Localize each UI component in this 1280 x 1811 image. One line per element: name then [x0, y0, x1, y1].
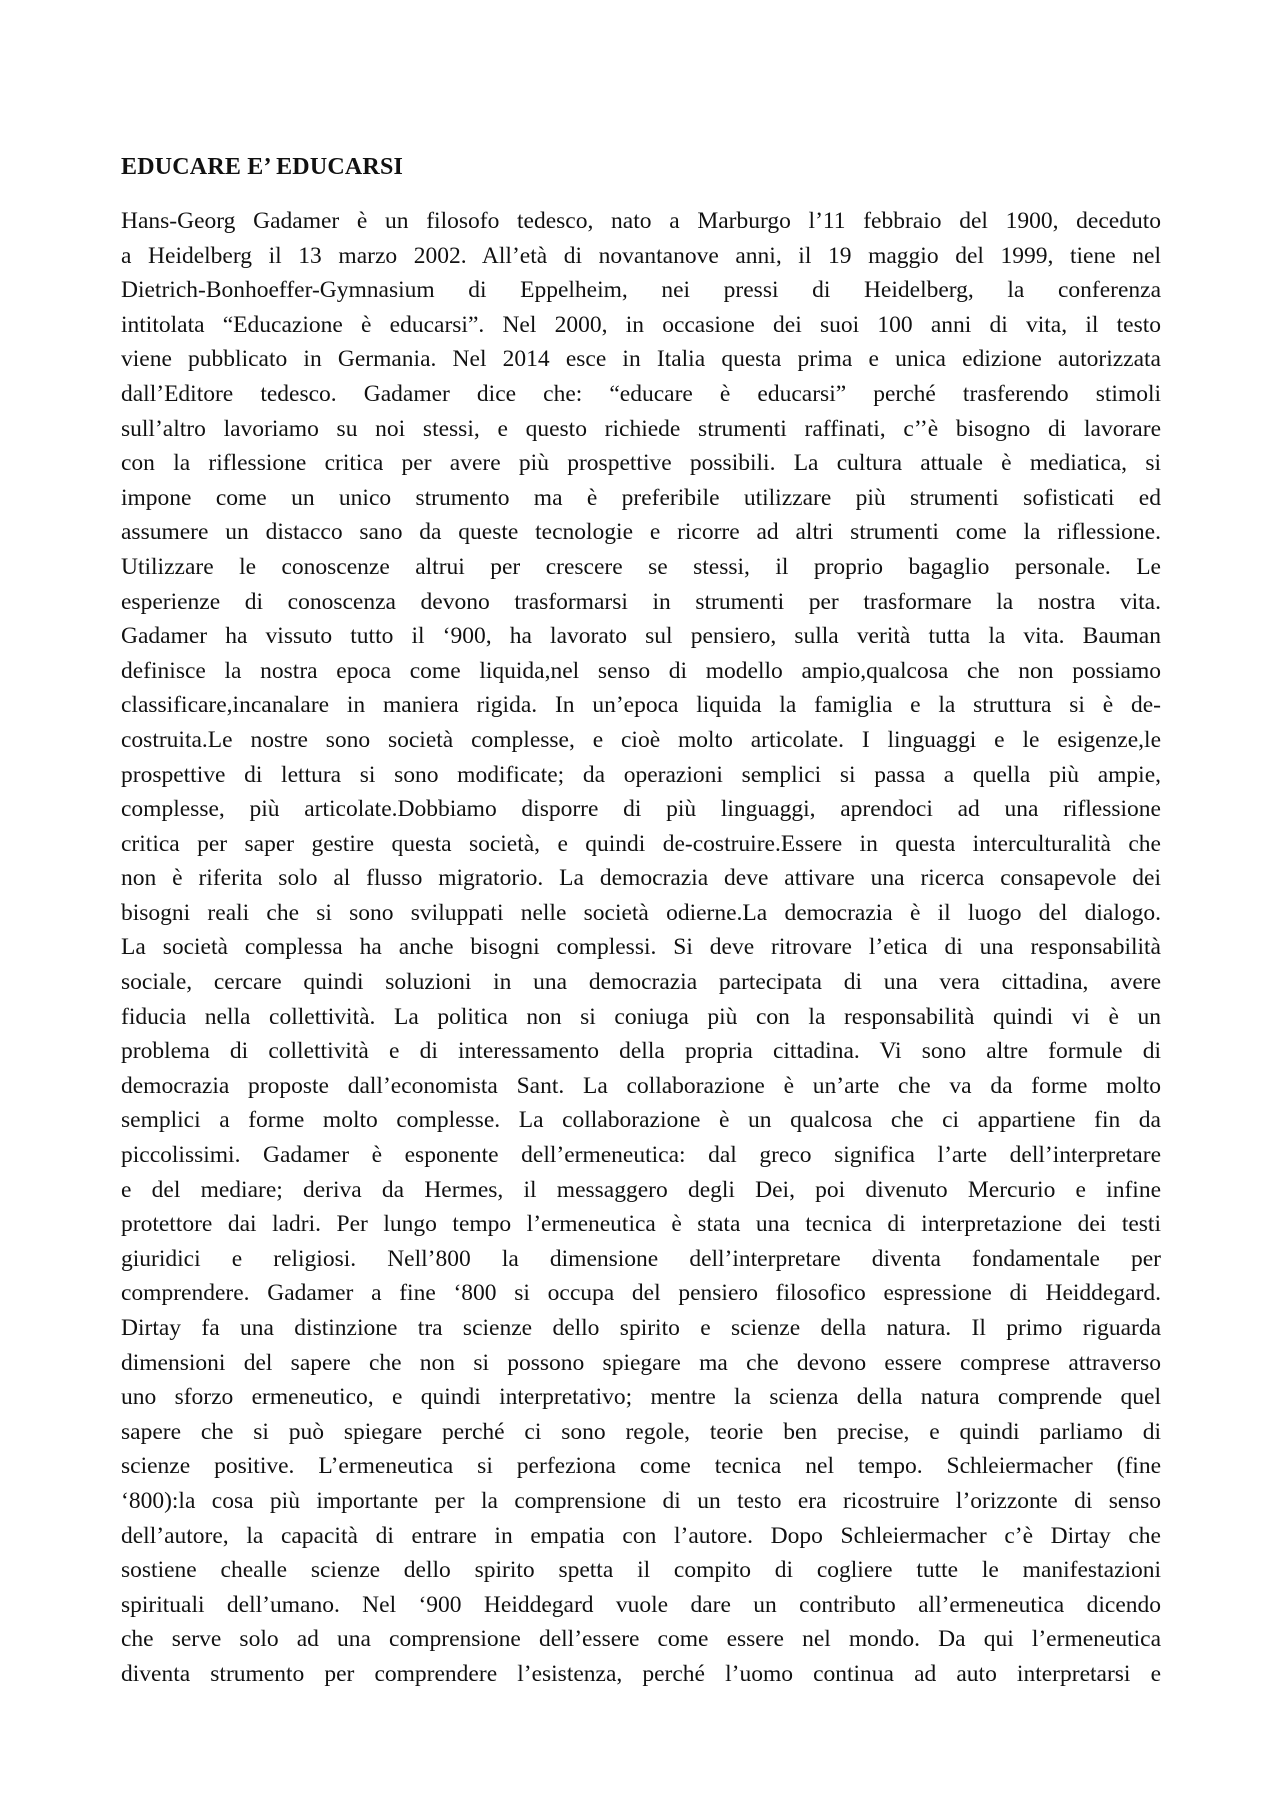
body-line: uno sforzo ermeneutico, e quindi interpretativo; mentre la scienza della natura comprende quel — [121, 1384, 1161, 1411]
body-line: Dietrich-Bonhoeffer-Gymnasium di Eppelheim, nei pressi di Heidelberg, la conferenza — [121, 277, 1161, 304]
body-line: a Heidelberg il 13 marzo 2002. All’età di novantanove anni, il 19 maggio del 1999, tiene nel — [121, 242, 1161, 269]
body-line: scienze positive. L’ermeneutica si perfeziona come tecnica nel tempo. Schleiermacher (fine — [121, 1453, 1161, 1480]
body-line: definisce la nostra epoca come liquida,nel senso di modello ampio,qualcosa che non possiamo — [121, 657, 1161, 684]
body-line: classificare,incanalare in maniera rigida. In un’epoca liquida la famiglia e la struttura si è de- — [121, 692, 1161, 719]
body-line: La società complessa ha anche bisogni complessi. Si deve ritrovare l’etica di una responsabilità — [121, 934, 1161, 961]
body-line: ‘800):la cosa più importante per la comprensione di un testo era ricostruire l’orizzonte di senso — [121, 1487, 1161, 1514]
body-line: giuridici e religiosi. Nell’800 la dimensione dell’interpretare diventa fondamentale per — [121, 1245, 1161, 1272]
body-line: con la riflessione critica per avere più prospettive possibili. La cultura attuale è mediatica, si — [121, 450, 1161, 477]
body-line: sull’altro lavoriamo su noi stessi, e questo richiede strumenti raffinati, c’’è bisogno di lavorare — [121, 415, 1161, 442]
body-line: sapere che si può spiegare perché ci sono regole, teorie ben precise, e quindi parliamo di — [121, 1418, 1161, 1445]
body-line: dall’Editore tedesco. Gadamer dice che: “educare è educarsi” perché trasferendo stimoli — [121, 380, 1161, 407]
body-line: esperienze di conoscenza devono trasformarsi in strumenti per trasformare la nostra vita. — [121, 588, 1161, 615]
body-line: fiducia nella collettività. La politica non si coniuga più con la responsabilità quindi vi è un — [121, 1003, 1161, 1030]
body-line: impone come un unico strumento ma è preferibile utilizzare più strumenti sofisticati ed — [121, 484, 1161, 511]
body-line: critica per saper gestire questa società, e quindi de-costruire.Essere in questa interculturalità che — [121, 830, 1161, 857]
document-content — [121, 150, 1161, 1692]
body-line: dell’autore, la capacità di entrare in empatia con l’autore. Dopo Schleiermacher c’è Dirtay che — [121, 1522, 1161, 1549]
body-line: assumere un distacco sano da queste tecnologie e ricorre ad altri strumenti come la riflessione. — [121, 519, 1161, 546]
body-line: dimensioni del sapere che non si possono spiegare ma che devono essere comprese attraverso — [121, 1349, 1161, 1376]
body-line: spirituali dell’umano. Nel ‘900 Heiddegard vuole dare un contributo all’ermeneutica dicendo — [121, 1591, 1161, 1618]
body-line: sostiene chealle scienze dello spirito spetta il compito di cogliere tutte le manifestazioni — [121, 1557, 1161, 1584]
body-line: comprendere. Gadamer a fine ‘800 si occupa del pensiero filosofico espressione di Heiddegard. — [121, 1280, 1161, 1307]
body-line: sociale, cercare quindi soluzioni in una democrazia partecipata di una vera cittadina, avere — [121, 969, 1161, 996]
body-line: Gadamer ha vissuto tutto il ‘900, ha lavorato sul pensiero, sulla verità tutta la vita. Bauman — [121, 623, 1161, 650]
body-line: intitolata “Educazione è educarsi”. Nel 2000, in occasione dei suoi 100 anni di vita, il testo — [121, 311, 1161, 338]
body-line: democrazia proposte dall’economista Sant. La collaborazione è un’arte che va da forme molto — [121, 1072, 1161, 1099]
body-line: che serve solo ad una comprensione dell’essere come essere nel mondo. Da qui l’ermeneutica — [121, 1626, 1161, 1653]
body-line: Utilizzare le conoscenze altrui per crescere se stessi, il proprio bagaglio personale. Le — [121, 553, 1161, 580]
body-line: non è riferita solo al flusso migratorio. La democrazia deve attivare una ricerca consapevole dei — [121, 865, 1161, 892]
document-body — [121, 204, 1161, 1692]
body-line: bisogni reali che si sono sviluppati nelle società odierne.La democrazia è il luogo del dialogo. — [121, 899, 1161, 926]
body-line: diventa strumento per comprendere l’esistenza, perché l’uomo continua ad auto interpretarsi e — [121, 1660, 1161, 1687]
body-line: Dirtay fa una distinzione tra scienze dello spirito e scienze della natura. Il primo riguarda — [121, 1315, 1161, 1341]
body-line: protettore dai ladri. Per lungo tempo l’ermeneutica è stata una tecnica di interpretazione dei testi — [121, 1211, 1161, 1238]
body-line: problema di collettività e di interessamento della propria cittadina. Vi sono altre formule di — [121, 1038, 1161, 1065]
body-line: e del mediare; deriva da Hermes, il messaggero degli Dei, poi divenuto Mercurio e infine — [121, 1176, 1161, 1203]
body-line: semplici a forme molto complesse. La collaborazione è un qualcosa che ci appartiene fin da — [121, 1107, 1161, 1134]
body-line: costruita.Le nostre sono società complesse, e cioè molto articolate. I linguaggi e le esigenze,le — [121, 726, 1161, 753]
body-line: complesse, più articolate.Dobbiamo disporre di più linguaggi, aprendoci ad una riflessione — [121, 796, 1161, 823]
body-line: piccolissimi. Gadamer è esponente dell’ermeneutica: dal greco significa l’arte dell’interpretare — [121, 1142, 1161, 1169]
document-title: EDUCARE E’ EDUCARSI — [121, 154, 404, 180]
body-line: Hans-Georg Gadamer è un filosofo tedesco, nato a Marburgo l’11 febbraio del 1900, deceduto — [121, 208, 1161, 234]
body-line: viene pubblicato in Germania. Nel 2014 esce in Italia questa prima e unica edizione autorizzata — [121, 346, 1161, 373]
body-line: prospettive di lettura si sono modificate; da operazioni semplici si passa a quella più ampie, — [121, 761, 1161, 788]
